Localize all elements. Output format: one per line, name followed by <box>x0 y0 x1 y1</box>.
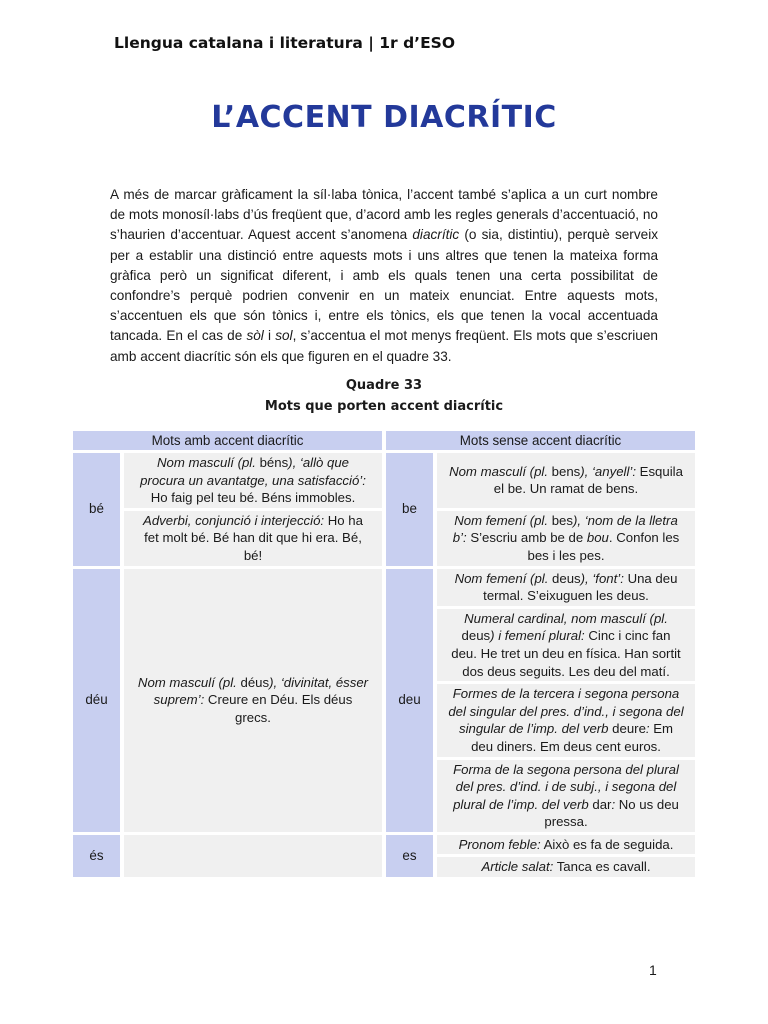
definition-run: deus <box>552 570 581 586</box>
accented-definitions <box>124 569 382 832</box>
unaccented-word-cell: be <box>386 453 433 566</box>
definition-text <box>134 512 372 565</box>
definition-text <box>134 454 372 507</box>
intro-run: (o sia, distintiu), perquè serveix per a establir una distinció entre aquests mots i uns altres que tenen la mateixa forma gràfica però un significat diferent, i amb els quals tenen una certa possibilitat de confondre’s perquè podrien convenir en un mateix enunciat. Entre aquests mots, s’accentuen els que són tònics i, entre els tònics, els que tenen la vocal accentuada tancada. En el cas de <box>110 227 659 344</box>
intro-run: A més de marcar gràficament la síl·laba tònica, l’accent també s’aplica a un curt nombre de mots monosíl·labs d’ús freqüent que, d’acord amb les regles generals d’accentuació, no s’haurien d’accentuar. Aquest accent s’anomena <box>110 187 658 243</box>
definition-run: Això es fa de seguida. <box>540 836 674 852</box>
definition-run: S’escriu amb be de <box>466 530 587 546</box>
header-with-accent: Mots amb accent diacrític <box>73 431 382 450</box>
definition-run: Article salat: <box>481 859 554 875</box>
table-number: Quadre 33 <box>345 378 423 393</box>
unaccented-definitions <box>437 453 695 566</box>
intro-run: , s’accentua el mot menys freqüent. Els mots que s’escriuen amb accent diacrític són els que figuren en el quadre 33. <box>110 328 658 364</box>
definition-cell <box>437 857 695 877</box>
accented-word-cell: déu <box>73 569 120 832</box>
definition-run: deure <box>612 721 646 737</box>
page-title: L’ACCENT DIACRÍTIC <box>211 100 557 135</box>
definition-text <box>447 570 685 605</box>
definition-run: Una deu termal. S’eixuguen les deus. <box>483 570 678 604</box>
accented-word-cell: bé <box>73 453 120 566</box>
definition-cell <box>124 569 382 832</box>
definition-run: . Confon les bes i les pes. <box>527 530 680 563</box>
definition-run: Formes de la tercera i segona persona del singular del pres. d’ind., i segona del singular de l’imp. del verb <box>448 686 684 737</box>
definition-text <box>447 761 685 831</box>
definition-run: ), ‘divinitat, ésser suprem’: <box>153 674 369 708</box>
definition-run: Adverbi, conjunció i interjecció: <box>143 512 325 528</box>
accented-word-cell: és <box>73 835 120 877</box>
definition-cell <box>124 453 382 508</box>
empty-cell <box>124 835 382 877</box>
definition-run: Nom masculí (pl. <box>449 463 552 479</box>
definition-run: béns <box>259 455 289 470</box>
page-number: 1 <box>649 962 657 978</box>
intro-run: sol <box>275 328 293 344</box>
definition-run: Numeral cardinal, nom masculí (pl. <box>464 610 668 626</box>
header-without-accent: Mots sense accent diacrític <box>386 431 695 450</box>
definition-cell <box>437 453 695 508</box>
definition-run: Ho faig pel teu bé. Béns immobles. <box>150 490 356 506</box>
definition-run: dar <box>592 796 612 812</box>
definition-run: ), ‘anyell’: <box>580 463 636 479</box>
definition-run: : <box>611 796 616 812</box>
intro-run: i <box>263 328 276 344</box>
definition-cell <box>437 760 695 832</box>
definition-run: ) i femení plural: <box>490 628 585 644</box>
definition-run: Tanca es cavall. <box>553 859 651 875</box>
unaccented-word-cell: es <box>386 835 433 877</box>
definition-cell <box>124 511 382 566</box>
definition-run: Ho ha fet molt bé. Bé han dit que hi era. Bé, bé! <box>144 512 363 563</box>
definition-run: Nom masculí (pl. <box>137 674 241 690</box>
definition-text <box>447 463 685 498</box>
definition-run: déus <box>240 674 270 690</box>
intro-run: sòl <box>246 328 264 344</box>
definition-text <box>481 858 650 876</box>
definition-run: Nom femení (pl. <box>454 570 553 586</box>
definition-cell <box>437 684 695 756</box>
definition-text <box>447 685 685 755</box>
definition-run: deus <box>461 628 491 644</box>
definition-run: bou <box>586 530 609 546</box>
definition-run: Pronom feble: <box>458 836 541 852</box>
definition-run: Forma de la segona persona del plural del pres. d’ind. i de subj., i segona del plural de l’imp. del verb <box>453 761 679 812</box>
definition-run: No us deu pressa. <box>544 796 679 830</box>
definition-text <box>447 512 685 565</box>
definition-run: Creure en Déu. Els déus grecs. <box>204 692 353 726</box>
table-title: Mots que porten accent diacrític <box>264 399 504 414</box>
definition-text <box>134 674 372 727</box>
unaccented-word-cell: deu <box>386 569 433 832</box>
definition-run: Nom masculí (pl. <box>156 455 260 470</box>
running-head: Llengua catalana i literatura | 1r d’ESO <box>114 34 455 52</box>
unaccented-definitions <box>437 835 695 877</box>
definition-run: ), ‘font’: <box>580 570 624 586</box>
definition-run: bens <box>551 463 581 479</box>
accented-definitions <box>124 835 382 877</box>
definition-run: Cinc i cinc fan deu. He tret un deu en física. Han sortit dos deus seguits. Les deu del matí. <box>451 628 681 679</box>
unaccented-definitions <box>437 569 695 832</box>
intro-paragraph <box>110 185 658 367</box>
definition-run: ), ‘nom de la lletra b’: <box>452 512 678 546</box>
definition-run: Esquila el be. Un ramat de bens. <box>493 463 683 497</box>
definition-text <box>459 836 674 854</box>
definition-run: bes <box>551 512 573 528</box>
definition-run: Nom femení (pl. <box>454 512 552 528</box>
definition-cell <box>437 511 695 566</box>
diacritic-table <box>73 431 695 877</box>
definition-run: ), ‘allò que procura un avantatge, una satisfacció’: <box>140 455 366 488</box>
definition-run: : <box>645 721 650 737</box>
definition-cell <box>437 609 695 681</box>
intro-run: diacrític <box>412 227 460 243</box>
definition-run: Em deu diners. Em deus cent euros. <box>471 721 674 754</box>
accented-definitions <box>124 453 382 566</box>
definition-cell <box>437 569 695 606</box>
definition-text <box>447 610 685 680</box>
definition-cell <box>437 835 695 855</box>
